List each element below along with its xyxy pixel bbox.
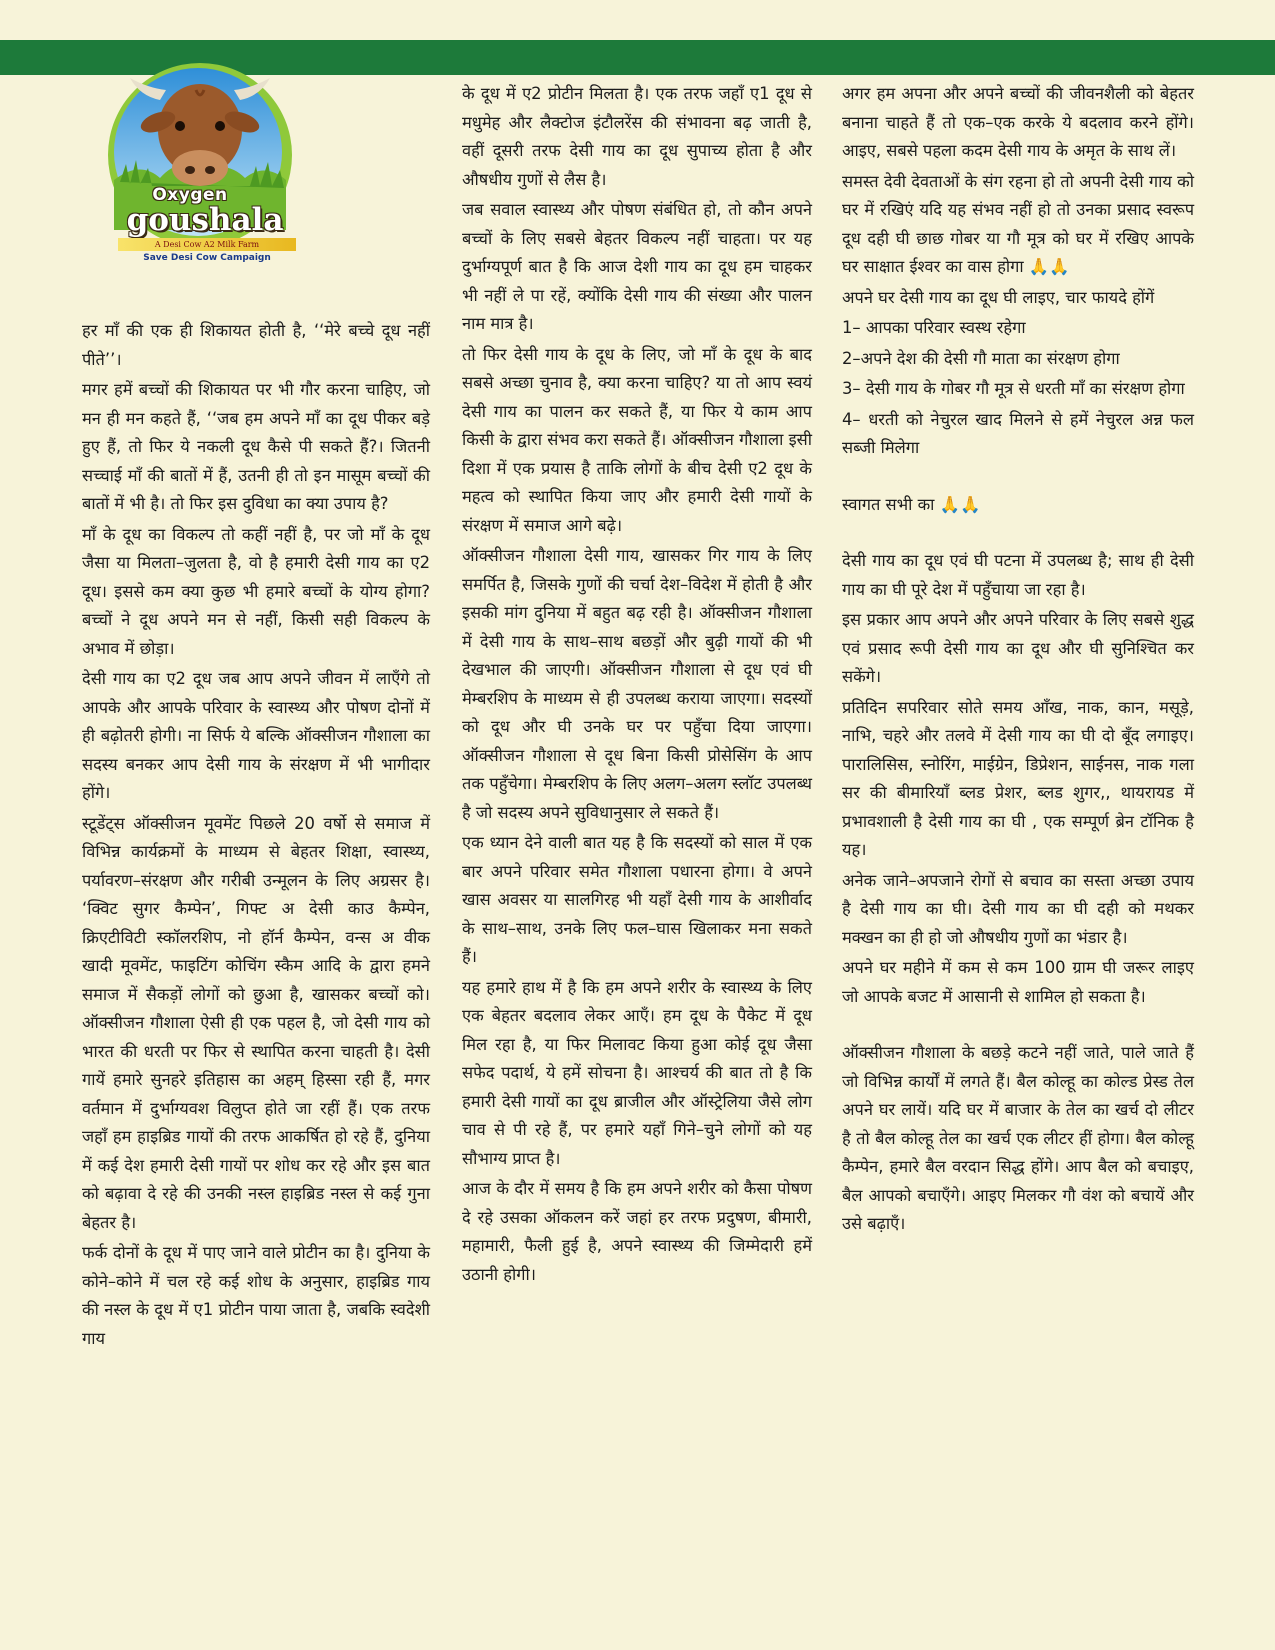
paragraph: जब सवाल स्वास्थ्य और पोषण संबंधित हो, तो कौन अपने बच्चों के लिए सबसे बेहतर विकल्प नहीं चाहता। पर यह दुर्भाग्यपूर्ण बात है कि आज देशी गाय का दूध हम चाहकर भी नहीं ले पा रहें, क्योंकि देसी गाय की संख्या और पालन नाम मात्र है। (462, 200, 812, 333)
paragraph: इस प्रकार आप अपने और अपने परिवार के लिए सबसे शुद्ध एवं प्रसाद रूपी देसी गाय का दूध और घी सुनिश्चित कर सकेंगे। (842, 610, 1194, 686)
column-1 (82, 317, 430, 1355)
benefit-item: 4– धरती को नेचुरल खाद मिलने से हमें नेचुरल अन्न फल सब्जी मिलेगा (842, 409, 1194, 457)
benefit-item: 1– आपका परिवार स्वस्थ रहेगा (842, 318, 1026, 337)
paragraph: हर माँ की एक ही शिकायत होती है, ‘‘मेरे बच्चे दूध नहीं पीते’’। (82, 321, 430, 369)
welcome-line (842, 491, 1194, 520)
paragraph: माँ के दूध का विकल्प तो कहीं नहीं है, पर जो माँ के दूध जैसा या मिलता–जुलता है, वो है हमारी देसी गाय का ए2 दूध। इससे कम क्या कुछ भी हमारे बच्चों के योग्य होगा? बच्चों ने दूध अपने मन से नहीं, किसी सही विकल्प के अभाव में छोड़ा। (82, 524, 430, 658)
paragraph: ऑक्सीजन गौशाला देसी गाय, खासकर गिर गाय के लिए समर्पित है, जिसके गुणों की चर्चा देश–विदेश में होती है और इसकी मांग दुनिया में बहुत बढ़ रही है। ऑक्सीजन गौशाला में देसी गाय के साथ–साथ बछड़ों और बुढ़ी गायों की भी देखभाल की जाएगी। ऑक्सीजन गौशाला से दूध एवं घी मेम्बरशिप के माध्यम से ही उपलब्ध कराया जाएगा। सदस्यों को दूध और घी उनके घर पर पहुँचा दिया जाएगा। ऑक्सीजन गौशाला से दूध बिना किसी प्रोसेसिंग के आप तक पहुँचेगा। मेम्बरशिप के लिए अलग–अलग स्लॉट उपलब्ध है जो सदस्य अपने सुविधानुसार ले सकते हैं। (462, 546, 812, 822)
paragraph: देसी गाय का ए2 दूध जब आप अपने जीवन में लाएँगे तो आपके और आपके परिवार के स्वास्थ्य और पोषण दोनों में ही बढ़ोतरी होगी। ना सिर्फ ये बल्कि ऑक्सीजन गौशाला का सदस्य बनकर आप देसी गाय के संरक्षण में भी भागीदार होंगे। (82, 669, 430, 802)
paragraph-text: समस्त देवी देवताओं के संग रहना हो तो अपनी देसी गाय को घर में रखिएं यदि यह संभव नहीं हो तो उनका प्रसाद स्वरूप दूध दही घी छाछ गोबर या गौ मूत्र को घर में रखिए आपके घर साक्षात ईश्वर का वास होगा (842, 171, 1194, 276)
paragraph: के दूध में ए2 प्रोटीन मिलता है। एक तरफ जहाँ ए1 दूध से मधुमेह और लैक्टोज इंटौलरेंस की संभावना बढ़ जाती है, वहीं दूसरी तरफ देसी गाय का दूध सुपाच्य होता है और औषधीय गुणों से लैस है। (462, 84, 812, 189)
column-2 (462, 80, 812, 1291)
paragraph: स्टूडेंट्स ऑक्सीजन मूवमेंट पिछले 20 वर्षो से समाज में विभिन्न कार्यक्रमों के माध्यम से बेहतर शिक्षा, स्वास्थ्य, पर्यावरण–संरक्षण और गरीबी उन्मूलन के लिए अग्रसर है। ‘क्विट सुगर कैम्पेन’, गिफ्ट अ देसी काउ कैम्पेन, क्रिएटीविटी स्कॉलरशिप, नो हॉर्न कैम्पेन, वन्स अ वीक खादी मूवमेंट, फाइटिंग कोचिंग स्कैम आदि के द्वारा हमने समाज में सैकड़ों लोगों को छुआ है, खासकर बच्चों को। ऑक्सीजन गौशाला ऐसी ही एक पहल है, जो देसी गाय को भारत की धरती पर फिर से स्थापित करना चाहती है। देसी गायें हमारे सुनहरे इतिहास का अहम् हिस्सा रही हैं, मगर वर्तमान में दुर्भाग्यवश विलुप्त होते जा रहीं हैं। एक तरफ जहाँ हम हाइब्रिड गायों की तरफ आकर्षित हो रहे हैं, दुनिया में कई देश हमारी देसी गायों पर शोध कर रहे और इस बात को बढ़ावा दे रहे की उनकी नस्ल हाइब्रिड नस्ल से कई गुना बेहतर है। (82, 813, 430, 1232)
paragraph: ऑक्सीजन गौशाला के बछड़े कटने नहीं जाते, पाले जाते हैं जो विभिन्न कार्यों में लगते हैं। बैल कोल्हू का कोल्ड प्रेस्ड तेल अपने घर लायें। यदि घर में बाजार के तेल का खर्च दो लीटर है तो बैल कोल्हू तेल का खर्च एक लीटर हीं होगा। बैल कोल्हू कैम्पेन, हमारे बैल वरदान सिद्ध होंगे। आप बैल को बचाइए, बैल आपको बचाएँगे। आइए मिलकर गौ वंश को बचायें और उसे बढ़ाएँ। (842, 1043, 1194, 1233)
paragraph-deities (842, 168, 1194, 282)
benefit-item: 2–अपने देश की देसी गौ माता का संरक्षण होगा (842, 348, 1120, 368)
paragraph: अनेक जाने–अपजाने रोगों से बचाव का सस्ता अच्छा उपाय है देसी गाय का घी। देसी गाय का घी दही को मथकर मक्खन का ही हो जो औषधीय गुणों का भंडार है। (842, 870, 1194, 947)
paragraph: आज के दौर में समय है कि हम अपने शरीर को कैसा पोषण दे रहे उसका ऑकलन करें जहां हर तरफ प्रदुषण, बीमारी, महामारी, फैली हुई है, अपने स्वास्थ्य की जिम्मेदारी हमें उठानी होगी। (462, 1179, 812, 1284)
column-3 (842, 80, 1194, 1241)
folded-hands-icon: 🙏🙏 (939, 494, 981, 514)
paragraph: अगर हम अपना और अपने बच्चों की जीवनशैली को बेहतर बनाना चाहते हैं तो एक–एक करके ये बदलाव करने होंगे। आइए, सबसे पहला कदम देसी गाय के अमृत के साथ लें। (842, 84, 1194, 160)
paragraph: देसी गाय का दूध एवं घी पटना में उपलब्ध है; साथ ही देसी गाय का घी पूरे देश में पहुँचाया जा रहा है। (842, 551, 1194, 599)
spacer (842, 521, 1194, 547)
paragraph: अपने घर महीने में कम से कम 100 ग्राम घी जरूर लाइए जो आपके बजट में आसानी से शामिल हो सकता है। (842, 958, 1194, 1006)
paragraph: मगर हमें बच्चों की शिकायत पर भी गौर करना चाहिए, जो मन ही मन कहते हैं, ‘‘जब हम अपने माँ का दूध पीकर बड़े हुए हैं, तो फिर ये नकली दूध कैसे पी सकते हैं?। जितनी सच्चाई माँ की बातों में हैं, उतनी ही तो इन मासूम बच्चों की बातों में भी है। तो फिर इस दुविधा का क्या उपाय है? (82, 380, 430, 513)
logo-subtitle: A Desi Cow A2 Milk Farm (118, 238, 296, 251)
folded-hands-icon: 🙏🙏 (1028, 257, 1070, 276)
benefit-item: 3– देसी गाय के गोबर गौ मूत्र से धरती माँ का संरक्षण होगा (842, 379, 1185, 398)
paragraph: अपने घर देसी गाय का दूध घी लाइए, चार फायदे होंगें (842, 287, 1155, 307)
paragraph: फर्क दोनों के दूध में पाए जाने वाले प्रोटीन का है। दुनिया के कोने–कोने में चल रहे कई शोध के अनुसार, हाइब्रिड गाय की नस्ल के दूध में ए1 प्रोटीन पाया जाता है, जबकि स्वदेशी गाय (82, 1243, 430, 1348)
paragraph: प्रतिदिन सपरिवार सोते समय आँख, नाक, कान, मसूड़े, नाभि, चहरे और तलवे में देसी गाय का घी दो बूँद लगाइए। पारालिसिस, स्नोरिंग, माईग्रेन, डिप्रेशन, साईनस, नाक गला सर की बीमारियाँ ब्लड प्रेशर, ब्लड शुगर,, थायरायड में प्रभावशाली है देसी गाय का घी , एक सम्पूर्ण ब्रेन टॉनिक है यह। (842, 697, 1194, 859)
spacer (842, 465, 1194, 491)
paragraph: तो फिर देसी गाय के दूध के लिए, जो माँ के दूध के बाद सबसे अच्छा चुनाव है, क्या करना चाहिए? या तो आप स्वयं देसी गाय का पालन कर सकते हैं, या फिर ये काम आप किसी के द्वारा संभव करा सकते हैं। ऑक्सीजन गौशाला इसी दिशा में एक प्रयास है ताकि लोगों के बीच देसी ए2 दूध के महत्व को स्थापित किया जाए और हमारी देसी गायों के संरक्षण में समाज आगे बढ़े। (462, 344, 812, 535)
logo-campaign: Save Desi Cow Campaign (143, 253, 271, 263)
paragraph: यह हमारे हाथ में है कि हम अपने शरीर के स्वास्थ्य के लिए एक बेहतर बदलाव लेकर आएँ। हम दूध के पैकेट में दूध मिल रहा है, या फिर मिलावट किया हुआ कोई दूध जैसा सफेद पदार्थ, ये हमें सोचना है। आश्चर्य की बात तो है कि हमारी देसी गायों का दूध ब्राजील और ऑस्ट्रेलिया जैसे लोग चाव से पी रहे हैं, पर हमारे यहाँ गिने–चुने लोगों को यह सौभाग्य प्राप्त है। (462, 977, 812, 1168)
paragraph: एक ध्यान देने वाली बात यह है कि सदस्यों को साल में एक बार अपने परिवार समेत गौशाला पधारना होगा। वे अपने खास अवसर या सालगिरह भी यहाँ देसी गाय के आशीर्वाद के साथ–साथ, उनके लिए फल–घास खिलाकर मना सकते हैं। (462, 833, 812, 966)
logo-brand-top: Oxygen (152, 185, 228, 205)
logo (100, 60, 300, 270)
welcome-text: स्वागत सभी का (842, 494, 935, 514)
spacer (842, 1013, 1194, 1039)
logo-brand-main: goushala (126, 202, 284, 238)
